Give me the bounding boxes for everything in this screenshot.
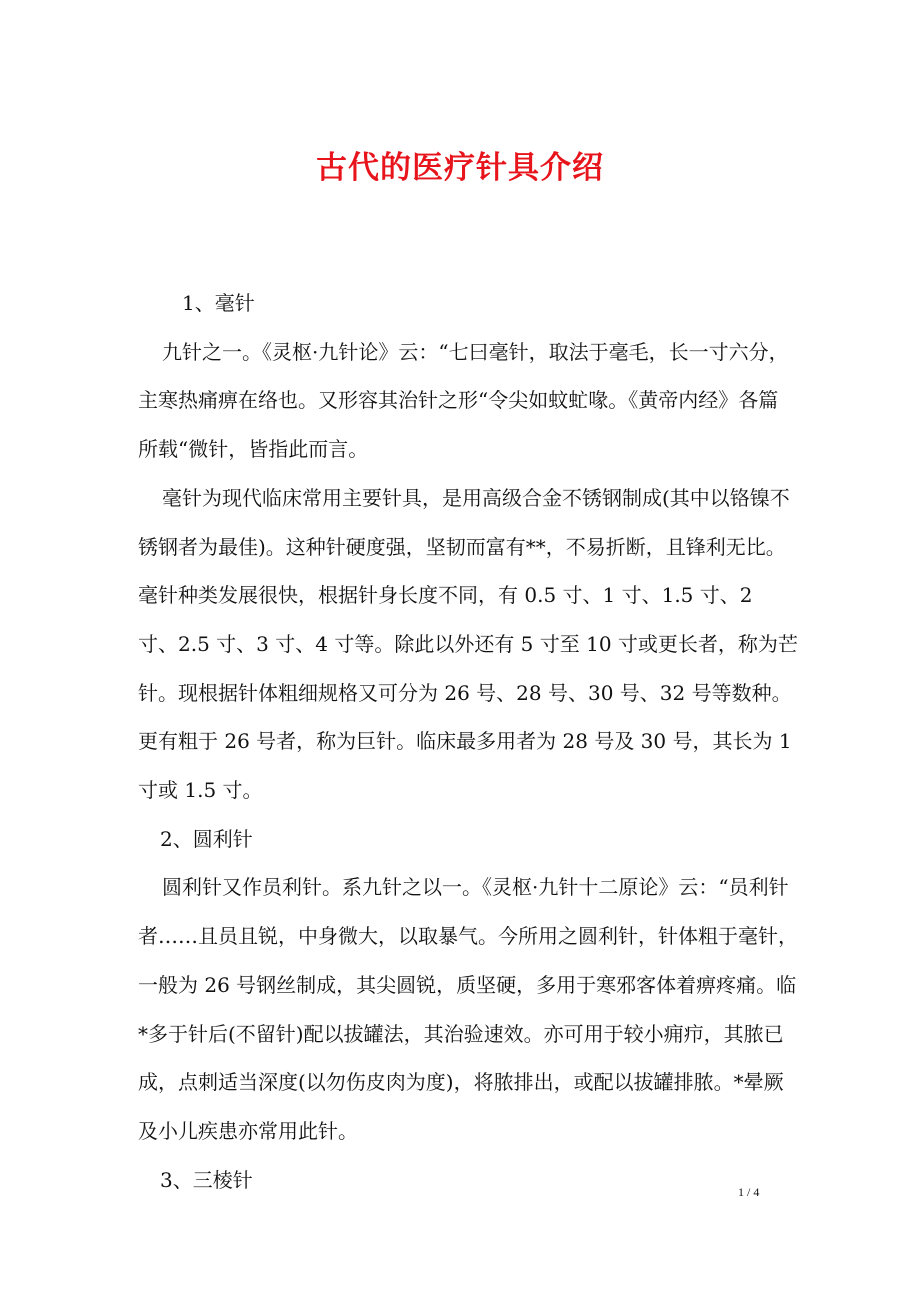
- page-title: 古代的医疗针具介绍: [316, 150, 604, 186]
- document-body: [138, 279, 798, 1204]
- paragraph-1: 九针之一。《灵枢·九针论》云：“七曰毫针，取法于毫毛，长一寸六分，主寒热痛痹在络也。又形容其治针之形“令尖如蚊虻喙。《黄帝内经》各篇所载“微针，皆指此而言。: [138, 339, 789, 462]
- paragraph-2: 毫针为现代临床常用主要针具，是用高级合金不锈钢制成(其中以铬镍不锈钢者为最佳)。这种针硬度强，坚韧而富有**，不易折断，且锋利无比。毫针种类发展很快，根据针身长度不同，有 0.5 寸、1 寸、1.5 寸、2 寸、2.5 寸、3 寸、4 寸等。除此以外还有 5 寸至 10 寸或更长者，称为芒针。现根据针体粗细规格又可分为 26 号、28 号、30 号、32 号等数种。更有粗于 26 号者，称为巨针。临床最多用者为 28 号及 30 号，其长为 1 寸或 1.5 寸。: [138, 485, 798, 803]
- section-heading-1: 1、毫针: [182, 291, 255, 315]
- section-heading-3: 3、三棱针: [160, 1167, 253, 1192]
- paragraph-3: 圆利针又作员利针。系九针之以一。《灵枢·九针十二原论》云：“员利针者……且员且锐，中身微大，以取暴气。今所用之圆利针，针体粗于毫针，一般为 26 号钢丝制成，其尖圆锐，质坚硬，多用于寒邪客体着痹疼痛。临*多于针后(不留针)配以拔罐法，其治验速效。亦可用于较小痈疖，其脓已成，点刺适当深度(以勿伤皮肉为度)，将脓排出，或配以拔罐排脓。*晕厥及小儿疾患亦常用此针。: [138, 875, 798, 1143]
- section-heading-2: 2、圆利针: [160, 826, 253, 851]
- page-number: 1 / 4: [738, 1185, 760, 1199]
